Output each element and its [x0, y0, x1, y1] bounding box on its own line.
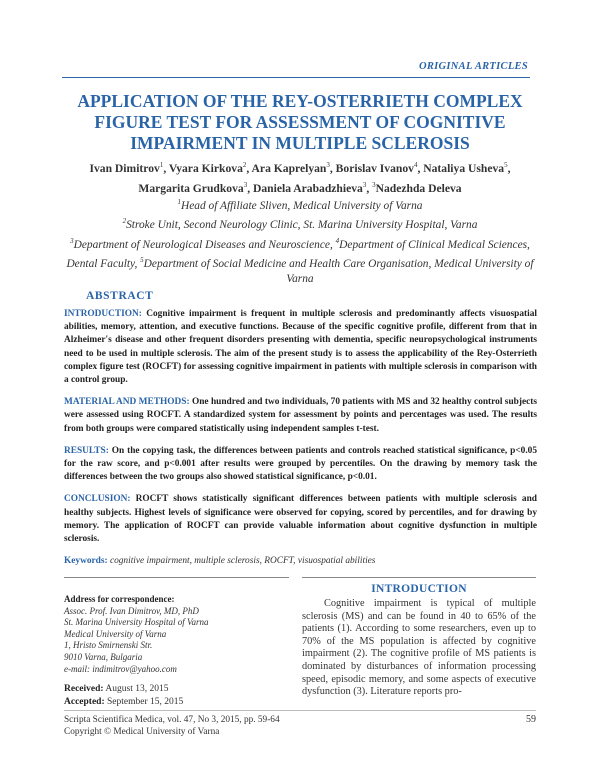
introduction-heading: INTRODUCTION	[371, 583, 467, 595]
abstract-label: RESULTS:	[64, 445, 109, 456]
correspondence-divider	[64, 577, 289, 578]
affiliation-2: Stroke Unit, Second Neurology Clinic, St. Marina University Hospital, Varna	[126, 219, 478, 232]
author-affil-mark: 5	[504, 161, 508, 169]
author-name: Borislav Ivanov	[335, 161, 414, 175]
correspondence-line: Medical University of Varna	[64, 628, 167, 639]
abstract-methods	[64, 396, 537, 436]
author-affil-mark: 2	[242, 161, 247, 169]
author-affil-mark: 1	[159, 161, 164, 169]
author-name: Daniela Arabadzhieva	[253, 181, 363, 195]
header-divider	[62, 77, 530, 78]
author-affil-mark: 3	[326, 161, 330, 169]
abstract-label: CONCLUSION:	[64, 494, 131, 505]
author-list: Ivan Dimitrov$^1$, Vyara Kirkova$^2$, Ara Kaprelyan$^3$, Borislav Ivanov$^4$, Nataliya Usheva$^5$, Margarita Grudkova$^3$, Daniela Arabadzhieva$^3$, $^3$Nadezhda Deleva	[89, 161, 511, 195]
affiliation-4: Department of Clinical Medical Sciences, Dental Faculty,	[66, 238, 530, 270]
correspondence-line: St. Marina University Hospital of Varna	[64, 617, 209, 628]
author-affil-mark: 3	[362, 180, 367, 189]
introduction-text: Cognitive impairment is typical of multiple sclerosis (MS) and can be found in 40 to 65% of the patients (1). According to some researchers, even up to 70% of the MS population is affected by cognitive impairment (2). The cognitive profile of MS patients is dominated by disturbances of information processing speed, episodic memory, and some aspects of executive dysfunction (3). Literature reports pro-	[302, 598, 536, 698]
abstract-conclusion	[64, 493, 537, 546]
affil-number: 1	[177, 198, 181, 206]
page-number: 59	[526, 714, 536, 725]
received-value: August 13, 2015	[103, 684, 169, 694]
affiliation-5: Department of Social Medicine and Health Care Organisation, Medical University of Varna	[143, 257, 534, 286]
correspondence-email[interactable]: e-mail: indimitrov@yahoo.com	[64, 663, 177, 674]
introduction-divider	[302, 577, 536, 578]
author-name: Nataliya Usheva	[423, 161, 505, 175]
author-name: Margarita Grudkova	[138, 181, 244, 195]
abstract-body	[64, 308, 537, 577]
author-name: Vyara Kirkova	[168, 161, 243, 175]
copyright-line: Copyright © Medical University of Varna	[64, 727, 220, 737]
accepted-label: Accepted:	[64, 696, 105, 707]
abstract-text: ROCFT shows statistically significant differences between patients with multiple sclerosis and healthy subjects. Highest levels of significance were observed for copying, scored by percentiles, and for drawing by memory. The application of ROCFT can provide valuable information about cognitive dysfunction in multiple sclerosis.	[64, 494, 537, 545]
keywords-label: Keywords:	[64, 556, 108, 567]
affiliation-3: Department of Neurological Diseases and Neuroscience,	[73, 238, 333, 251]
correspondence-block	[64, 594, 289, 675]
abstract-introduction	[64, 308, 537, 387]
correspondence-line: 9010 Varna, Bulgaria	[64, 651, 143, 662]
affil-number: 3	[70, 236, 74, 245]
keywords	[64, 555, 537, 568]
abstract-results	[64, 445, 537, 485]
accepted-date	[64, 696, 289, 709]
author-name: Ara Kaprelyan	[251, 161, 327, 175]
correspondence-heading: Address for correspondence:	[64, 594, 175, 604]
author-affil-mark: 3	[243, 180, 248, 189]
received-date	[64, 683, 289, 696]
affiliations	[58, 195, 542, 288]
correspondence-line: 1, Hristo Smirnenski Str.	[64, 640, 153, 651]
author-name: Nadezhda Deleva	[375, 181, 462, 195]
author-affil-mark: 4	[413, 161, 418, 169]
footer-divider	[64, 710, 536, 711]
article-title: APPLICATION OF THE REY-OSTERRIETH COMPLEX FIGURE TEST FOR ASSESSMENT OF COGNITIVE IMPAIRMENT IN MULTIPLE SCLEROSIS	[77, 91, 523, 153]
abstract-text: On the copying task, the differences between patients and controls reached statistical significance, p<0.05 for the raw score, and p<0.001 after results were grouped by percentiles. On the drawing by memory task the differences between the two groups also showed statistical significance, p<0.01.	[64, 445, 537, 483]
article-dates	[64, 683, 289, 708]
author-name: Ivan Dimitrov	[89, 161, 160, 175]
affiliation-1: Head of Affiliate Sliven, Medical University of Varna	[181, 199, 423, 212]
abstract-text: One hundred and two individuals, 70 patients with MS and 32 healthy control subjects were assessed using ROCFT. A standardized system for assessment by points and percentages was used. The results from both groups were compared statistically using independent samples t-test.	[64, 397, 537, 434]
affil-number: 2	[122, 217, 127, 226]
abstract-label: MATERIAL AND METHODS:	[64, 397, 190, 408]
abstract-heading: ABSTRACT	[86, 290, 154, 302]
abstract-text: Cognitive impairment is frequent in multiple sclerosis and predominantly affects visuospatial abilities, memory, attention, and executive functions. Because of the specific cognitive profile, different from that in Alzheimer's disease and other frequent disorders presenting with dementia, specific neuropsychological instruments need to be used in multiple sclerosis. The aim of the present study is to assess the applicability of the Rey-Osterrieth complex figure test (ROCFT) for assessing cognitive impairment in patients with multiple sclerosis in comparison with a control group.	[64, 309, 537, 386]
page-footer	[64, 714, 280, 738]
affil-number: 5	[140, 255, 144, 264]
received-label: Received:	[64, 684, 104, 694]
affil-number: 4	[335, 236, 340, 245]
accepted-value: September 15, 2015	[104, 696, 184, 707]
keywords-text: cognitive impairment, multiple sclerosis, ROCFT, visuospatial abilities	[107, 556, 376, 567]
abstract-label: INTRODUCTION:	[64, 309, 142, 319]
author-affil-mark: 3	[372, 180, 376, 189]
section-tag: ORIGINAL ARTICLES	[418, 61, 528, 72]
journal-citation: Scripta Scientifica Medica, vol. 47, No 3, 2015, pp. 59-64	[64, 715, 280, 725]
correspondence-line: Assoc. Prof. Ivan Dimitrov, MD, PhD	[64, 605, 199, 616]
